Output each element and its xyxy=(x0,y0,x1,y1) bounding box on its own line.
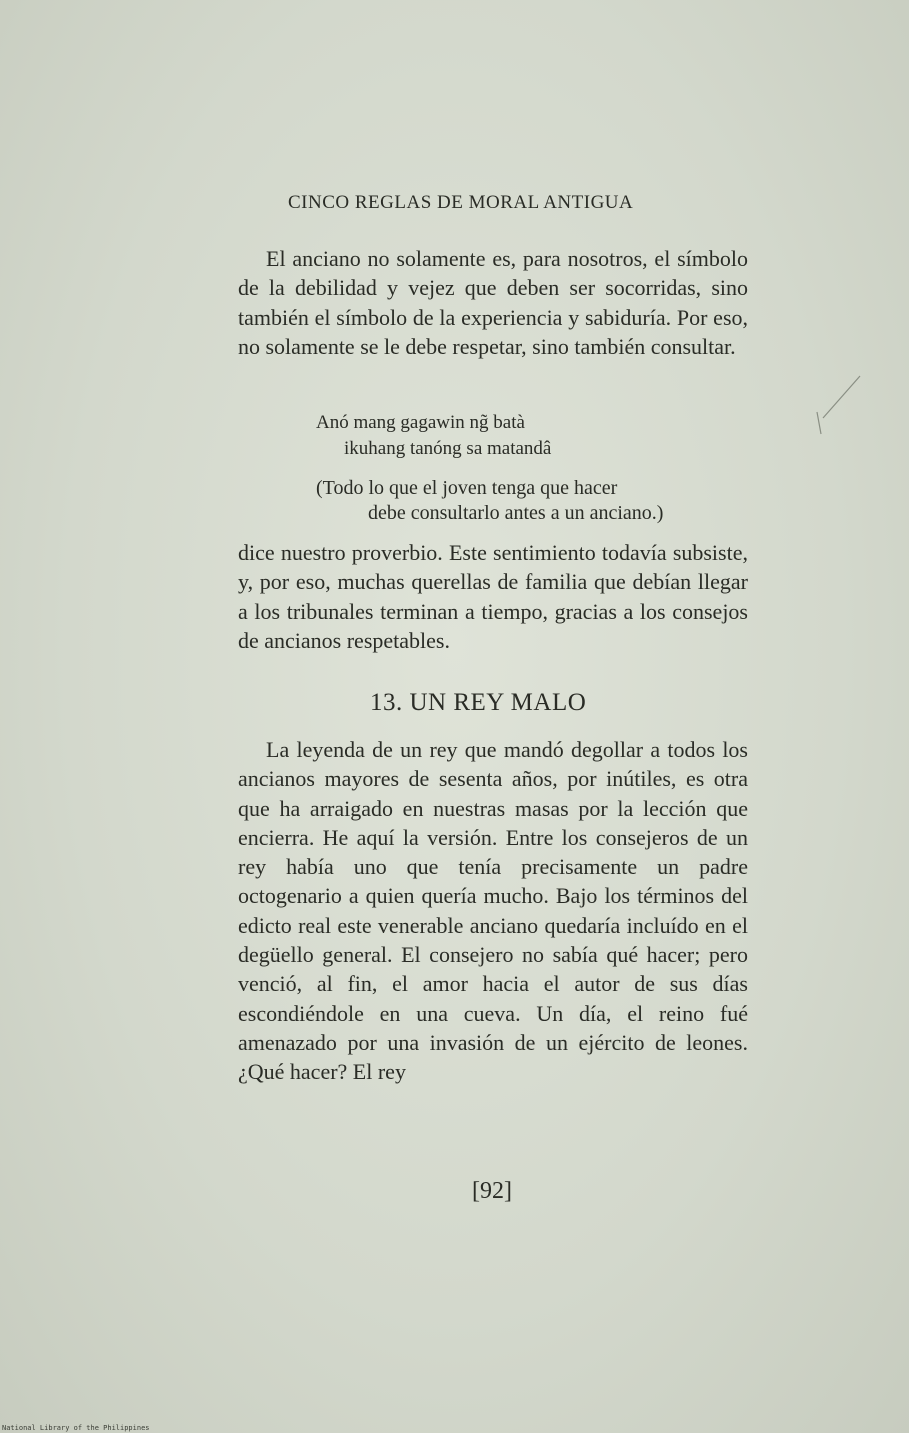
section-heading: 13. UN REY MALO xyxy=(370,689,587,716)
running-head: CINCO REGLAS DE MORAL ANTIGUA xyxy=(288,192,634,213)
page-number: [92] xyxy=(472,1178,512,1204)
verse-line-2: ikuhang tanóng sa matandâ xyxy=(344,438,552,459)
verse-translation-line-1: (Todo lo que el joven tenga que hacer xyxy=(316,477,618,499)
verse-line-1: Anó mang gagawin ng̃ batà xyxy=(316,412,525,433)
paragraph-3: La leyenda de un rey que mandó degollar a todos los ancianos mayores de sesenta años, por inútiles, es otra que ha arraigado en nuestras masas por la lección que encierra. He aquí la versión. Entre los consejeros de un rey había uno que tenía precisamente un padre octogenario a quien quería mucho. Bajo los términos del edicto real este venerable anciano quedaría incluído en el degüello general. El consejero no sabía qué hacer; pero venció, al fin, el amor hacia el autor de sus días escondiéndole en una cueva. Un día, el reino fué amenazado por una invasión de un ejército de leones. ¿Qué hacer? El rey xyxy=(238,737,748,1085)
paragraph-2: dice nuestro proverbio. Este sentimiento todavía subsiste, y, por eso, muchas querellas de familia que debían llegar a los tribunales terminan a tiempo, gracias a los consejos de ancianos respetables. xyxy=(238,540,748,653)
verse-translation-line-2: debe consultarlo antes a un anciano.) xyxy=(368,502,664,524)
footer-credit: National Library of the Philippines xyxy=(2,1424,150,1432)
pencil-check-mark xyxy=(805,372,865,452)
paragraph-1: El anciano no solamente es, para nosotros, el símbolo de la debilidad y vejez que deben ser socorridas, sino también el símbolo de la experiencia y sabiduría. Por eso, no solamente se le debe respetar, sino también consultar. xyxy=(238,246,748,359)
